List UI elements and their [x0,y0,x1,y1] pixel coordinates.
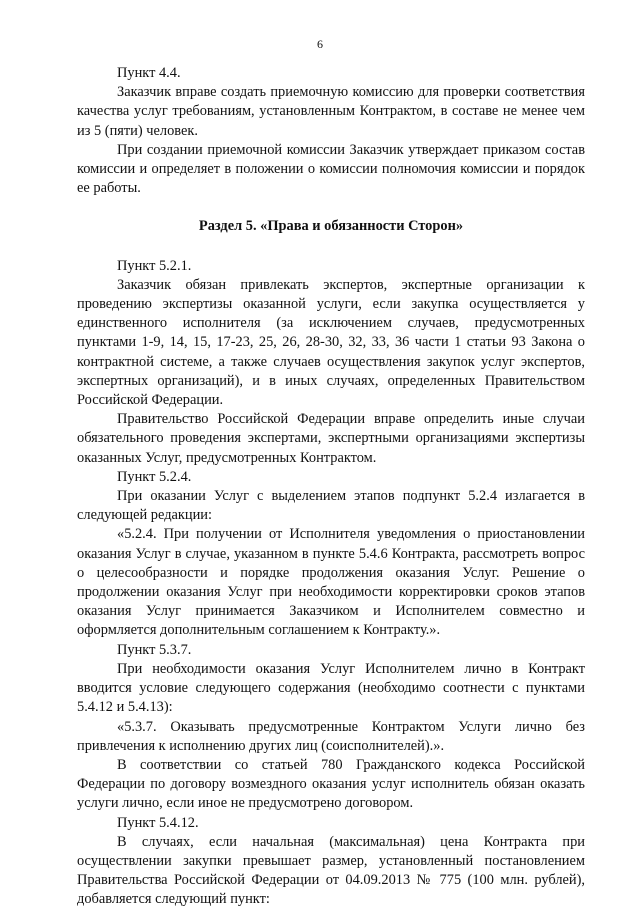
document-body [77,64,585,910]
clause-label: Пункт 4.4. [117,65,181,81]
clause-label: Пункт 5.4.12. [117,814,199,831]
paragraph: В соответствии со статьей 780 Гражданского кодекса Российской Федерации по договору возмездного оказания услуг исполнитель обязан оказать услуги лично, если иное не предусмотрено договором. [77,756,585,812]
clause-label: Пункт 5.3.7. [117,641,192,658]
paragraph: В случаях, если начальная (максимальная) цена Контракта при осуществлении закупки превышает размер, установленный постановлением Правительства Российской Федерации от 04.09.2013 № 775 (100 млн. рублей), добавляется следующий пункт: [77,833,585,908]
paragraph: Заказчик обязан привлекать экспертов, экспертные организации к проведению экспертизы оказанной услуги, если закупка осуществляется у единственного исполнителя (за исключением случаев, предусмотренных пунктами 1-9, 14, 15, 17-23, 25, 26, 28-30, 32, 33, 36 части 1 статьи 93 Закона о контрактной системе, а также случаев осуществления закупок услуг экспертов, экспертных организаций), и в иных случаях, определенных Правительством Российской Федерации. [77,276,585,409]
paragraph: При оказании Услуг с выделением этапов подпункт 5.2.4 излагается в следующей редакции: [77,488,585,524]
quoted-paragraph: «5.2.4. При получении от Исполнителя уведомления о приостановлении оказания Услуг в случае, указанном в пункте 5.4.6 Контракта, рассмотреть вопрос о целесообразности и порядке продолжения оказания Услуг. Решение о продолжении оказания Услуг при необходимости корректировки сроков этапов оказания Услуг принимается Заказчиком и Исполнителем совместно и оформляется дополнительным соглашением к Контракту.». [77,526,585,639]
paragraph: Правительство Российской Федерации вправе определить иные случаи обязательного проведения экспертами, экспертными организациями экспертизы оказанных Услуг, предусмотренных Контрактом. [77,411,585,466]
quoted-paragraph: «5.3.7. Оказывать предусмотренные Контрактом Услуги лично без привлечения к исполнению других лиц (соисполнителей).». [77,718,585,754]
paragraph: Заказчик вправе создать приемочную комиссию для проверки соответствия качества услуг требованиям, установленным Контрактом, в составе не менее чем из 5 (пяти) человек. [77,84,585,139]
clause-label: Пункт 5.2.4. [117,468,192,485]
paragraph: При создании приемочной комиссии Заказчик утверждает приказом состав комиссии и определяет в положении о комиссии полномочия комиссии и порядок ее работы. [77,141,585,197]
clause-label: Пункт 5.2.1. [117,257,192,274]
paragraph: При необходимости оказания Услуг Исполнителем лично в Контракт вводится условие следующего содержания (необходимо соотнести с пунктами 5.4.12 и 5.4.13): [77,660,585,716]
page-number: 6 [317,37,323,51]
section-heading: Раздел 5. «Права и обязанности Сторон» [198,218,464,235]
